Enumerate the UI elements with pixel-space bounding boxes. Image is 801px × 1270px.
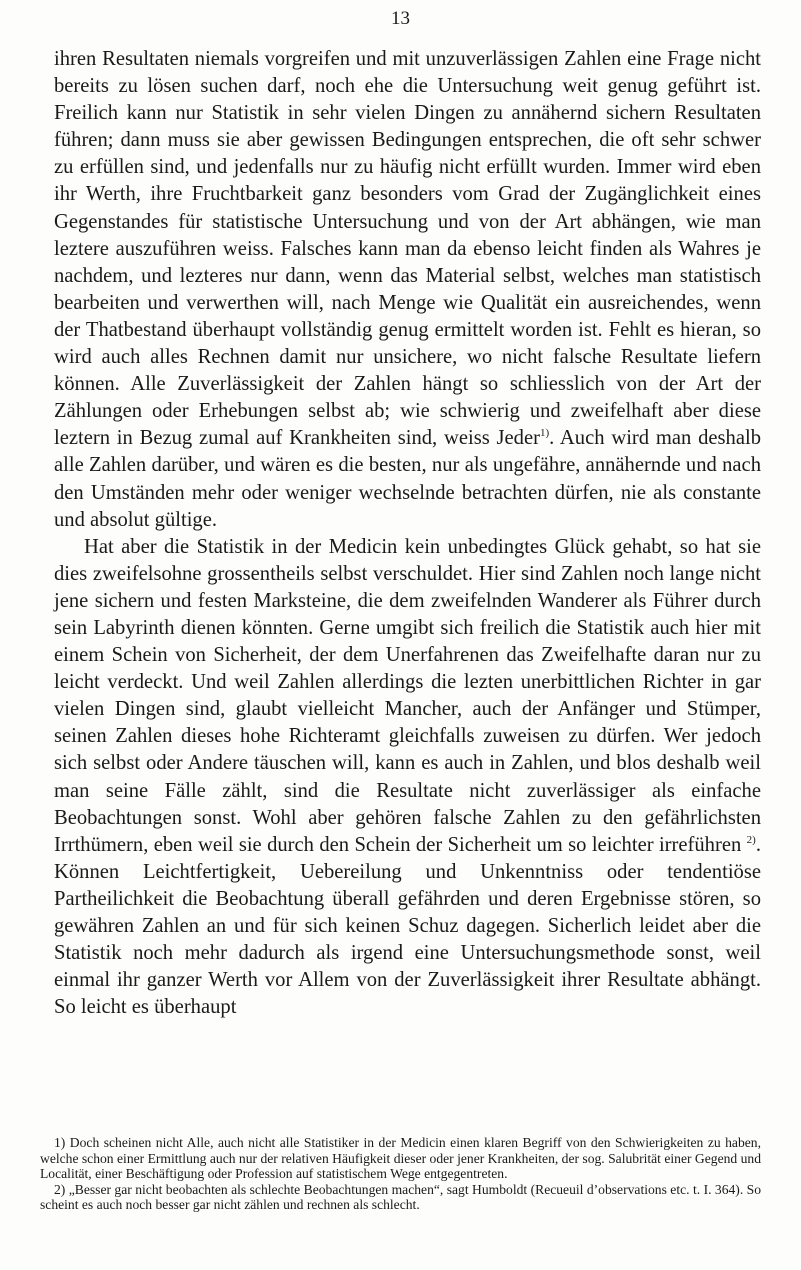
paragraph-1-text-b: . Auch wird man deshalb alle Zahlen darüber, und wären es die besten, nur als ungefähre, annähernde und nach den Umständen mehr oder weniger wechselnde betrachten dürfen, nie als constante und absolut gültige.	[54, 427, 761, 531]
page-number: 13	[391, 8, 410, 29]
paragraph-1-text-a: ihren Resultaten niemals vorgreifen und mit unzuverlässigen Zahlen eine Frage nicht bereits zu lösen suchen darf, noch ehe die Untersuchung weit genug geführt ist. Freilich kann nur Statistik in sehr vielen Dingen zu annähernd sichern Resultaten führen; dann muss sie aber gewissen Bedingungen entsprechen, die oft sehr schwer zu erfüllen sind, und jedenfalls nur zu häufig nicht erfüllt wurden. Immer wird eben ihr Werth, ihre Fruchtbarkeit ganz besonders vom Grad der Zugänglichkeit eines Gegenstandes für statistische Untersuchung und von der Art abhängen, wie man leztere auszuführen weiss. Falsches kann man da ebenso leicht finden als Wahres je nachdem, und lezteres nur dann, wenn das Material selbst, welches man statistisch bearbeiten und verwerthen will, nach Menge wie Qualität ein ausreichendes, wenn der Thatbestand überhaupt vollständig genug ermittelt worden ist. Fehlt es hieran, so wird auch alles Rechnen damit nur unsichere, wo nicht falsche Resultate liefern können. Alle Zuverlässigkeit der Zahlen hängt so schliesslich von der Art der Zählungen oder Erhebungen selbst ab; wie schwierig und zweifelhaft aber diese leztern in Bezug zumal auf Krankheiten sind, weiss Jeder	[54, 48, 761, 450]
footnote-ref-2[interactable]: 2)	[746, 833, 756, 846]
paragraph-1	[54, 46, 761, 534]
footnote-ref-1[interactable]: 1)	[539, 427, 550, 440]
footnote-ref-2-number: 2	[746, 833, 753, 846]
paragraph-2-text-a: Hat aber die Statistik in der Medicin kein unbedingtes Glück gehabt, so hat sie dies zweifelsohne grossentheils selbst verschuldet. Hier sind Zahlen noch lange nicht jene sichern und festen Marksteine, die dem zweifelnden Wanderer als Führer durch sein Labyrinth dienen könnten. Gerne umgibt sich freilich die Statistik auch hier mit einem Schein von Sicherheit, der dem Unerfahrenen das Zweifelhafte daran nur zu leicht verdeckt. Und weil Zahlen allerdings die lezten unerbittlichen Richter in gar vielen Dingen sind, glaubt vielleicht Mancher, auch der Anfänger und Stümper, seinen Zahlen dieses hohe Richteramt gleichfalls zuweisen zu dürfen. Wer jedoch sich selbst oder Andere täuschen will, kann es auch in Zahlen, und blos deshalb weil man seine Fälle zählt, sind die Resultate nicht zuverlässiger als einfache Beobachtungen sonst. Wohl aber gehören falsche Zahlen zu den gefährlichsten Irrthümern, eben weil sie durch den Schein der Sicherheit um so leichter irreführen	[54, 535, 761, 856]
paragraph-2	[54, 534, 761, 1022]
footnote-1: 1) Doch scheinen nicht Alle, auch nicht alle Statistiker in der Medicin einen klaren Begriff von den Schwierigkeiten zu haben, welche schon einer Ermittlung auch nur der relativen Häufigkeit dieser oder jener Krankheiten, der sog. Salubrität einer Gegend und Localität, einer Beschäftigung oder Profession auf statistischem Wege entgegentreten.	[40, 1135, 761, 1182]
body-text	[54, 46, 761, 1021]
footnote-ref-1-number: 1	[539, 427, 546, 440]
paragraph-2-text-b: . Können Leichtfertigkeit, Uebereilung und Unkenntniss oder tendentiöse Partheilichkeit die Beobachtung überall gefährden und deren Ergebnisse stören, so gewähren Zahlen an und für sich keinen Schuz dagegen. Sicherlich leidet aber die Statistik noch mehr dadurch als irgend eine Untersuchungsmethode sonst, weil einmal ihr ganzer Werth vor Allem von der Zuverlässigkeit ihrer Resultate abhängt. So leicht es überhaupt	[54, 833, 761, 1019]
footnote-2: 2) „Besser gar nicht beobachten als schlechte Beobachtungen machen“, sagt Humboldt (Recueuil d’observations etc. t. I. 364). So scheint es auch noch besser gar nicht zählen und rechnen als schlecht.	[40, 1181, 761, 1213]
footnotes	[40, 1135, 761, 1213]
